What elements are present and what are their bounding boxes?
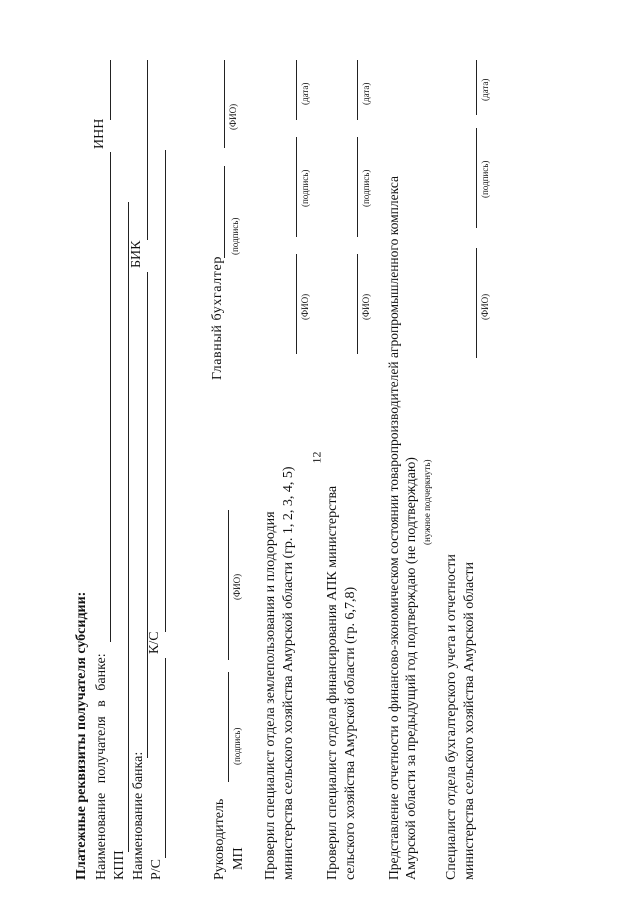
acc-line1: Специалист отдела бухгалтерского учета и отчетности (444, 554, 459, 880)
form-body (50, 60, 640, 880)
kpp-line (128, 202, 129, 852)
page-number: 12 (309, 451, 324, 464)
fin-signature-line (357, 137, 358, 237)
land-signature-caption: (подпись) (300, 169, 310, 207)
ks-label: К/С (147, 631, 162, 654)
fin-check-line1: Проверил специалист отдела финансирования АПК министерства (325, 485, 340, 880)
acc-signature-caption: (подпись) (480, 160, 490, 198)
acc-signature-line (476, 128, 477, 228)
chief-signature-line (224, 166, 225, 258)
chief-signature-caption: (подпись) (230, 217, 240, 255)
fin-date-line (357, 60, 358, 120)
fin-signature-caption: (подпись) (361, 169, 371, 207)
recipient-bank-line (110, 152, 111, 642)
land-fio-line (296, 254, 297, 354)
rs-line (165, 658, 166, 858)
requisites-title: Платежные реквизиты получателя субсидии: (74, 591, 89, 880)
land-signature-line (296, 137, 297, 237)
head-fio-caption: (ФИО) (232, 573, 242, 600)
rs-label: Р/С (149, 858, 164, 880)
chief-fio-caption: (ФИО) (228, 103, 238, 130)
acc-line2: министерства сельского хозяйства Амурской области (462, 562, 477, 880)
report-caption: (нужное подчеркнуть) (422, 459, 432, 545)
bik-label: БИК (129, 240, 144, 268)
acc-fio-caption: (ФИО) (480, 293, 490, 320)
fin-fio-line (357, 254, 358, 354)
chief-fio-line (224, 60, 225, 148)
land-check-line1: Проверил специалист отдела землепользования и плодородия (263, 511, 278, 880)
bik-line (147, 60, 148, 240)
inn-line (110, 60, 111, 120)
recipient-bank-label: Наименование получателя в банке: (94, 653, 109, 880)
fin-fio-caption: (ФИО) (361, 293, 371, 320)
head-signature-caption: (подпись) (232, 727, 242, 765)
chief-accountant-label: Главный бухгалтер (210, 256, 225, 380)
inn-label: ИНН (92, 118, 107, 149)
bank-name-label: Наименование банка: (131, 751, 146, 880)
head-fio-line (228, 510, 229, 660)
acc-date-caption: (дата) (480, 78, 490, 101)
fin-check-line2: сельского хозяйства Амурской области (гр. 6,7,8) (343, 586, 358, 880)
ks-line (165, 150, 166, 632)
head-label: Руководитель (212, 798, 227, 880)
bank-name-line (147, 272, 148, 758)
acc-fio-line (476, 248, 477, 358)
land-date-caption: (дата) (300, 82, 310, 105)
report-line1: Представление отчетности о финансово-экономическом состоянии товаропроизводителей агропромышленного комплекса (386, 176, 401, 880)
kpp-label: КПП (112, 850, 127, 880)
acc-date-line (476, 60, 477, 115)
land-fio-caption: (ФИО) (300, 293, 310, 320)
fin-date-caption: (дата) (361, 82, 371, 105)
land-date-line (296, 60, 297, 120)
head-signature-line (228, 672, 229, 782)
land-check-line2: министерства сельского хозяйства Амурской области (гр. 1, 2, 3, 4, 5) (281, 466, 296, 880)
mp-label: МП (231, 847, 246, 870)
report-line2: Амурской области за предыдущий год подтверждаю (не подтверждаю) (404, 457, 419, 880)
